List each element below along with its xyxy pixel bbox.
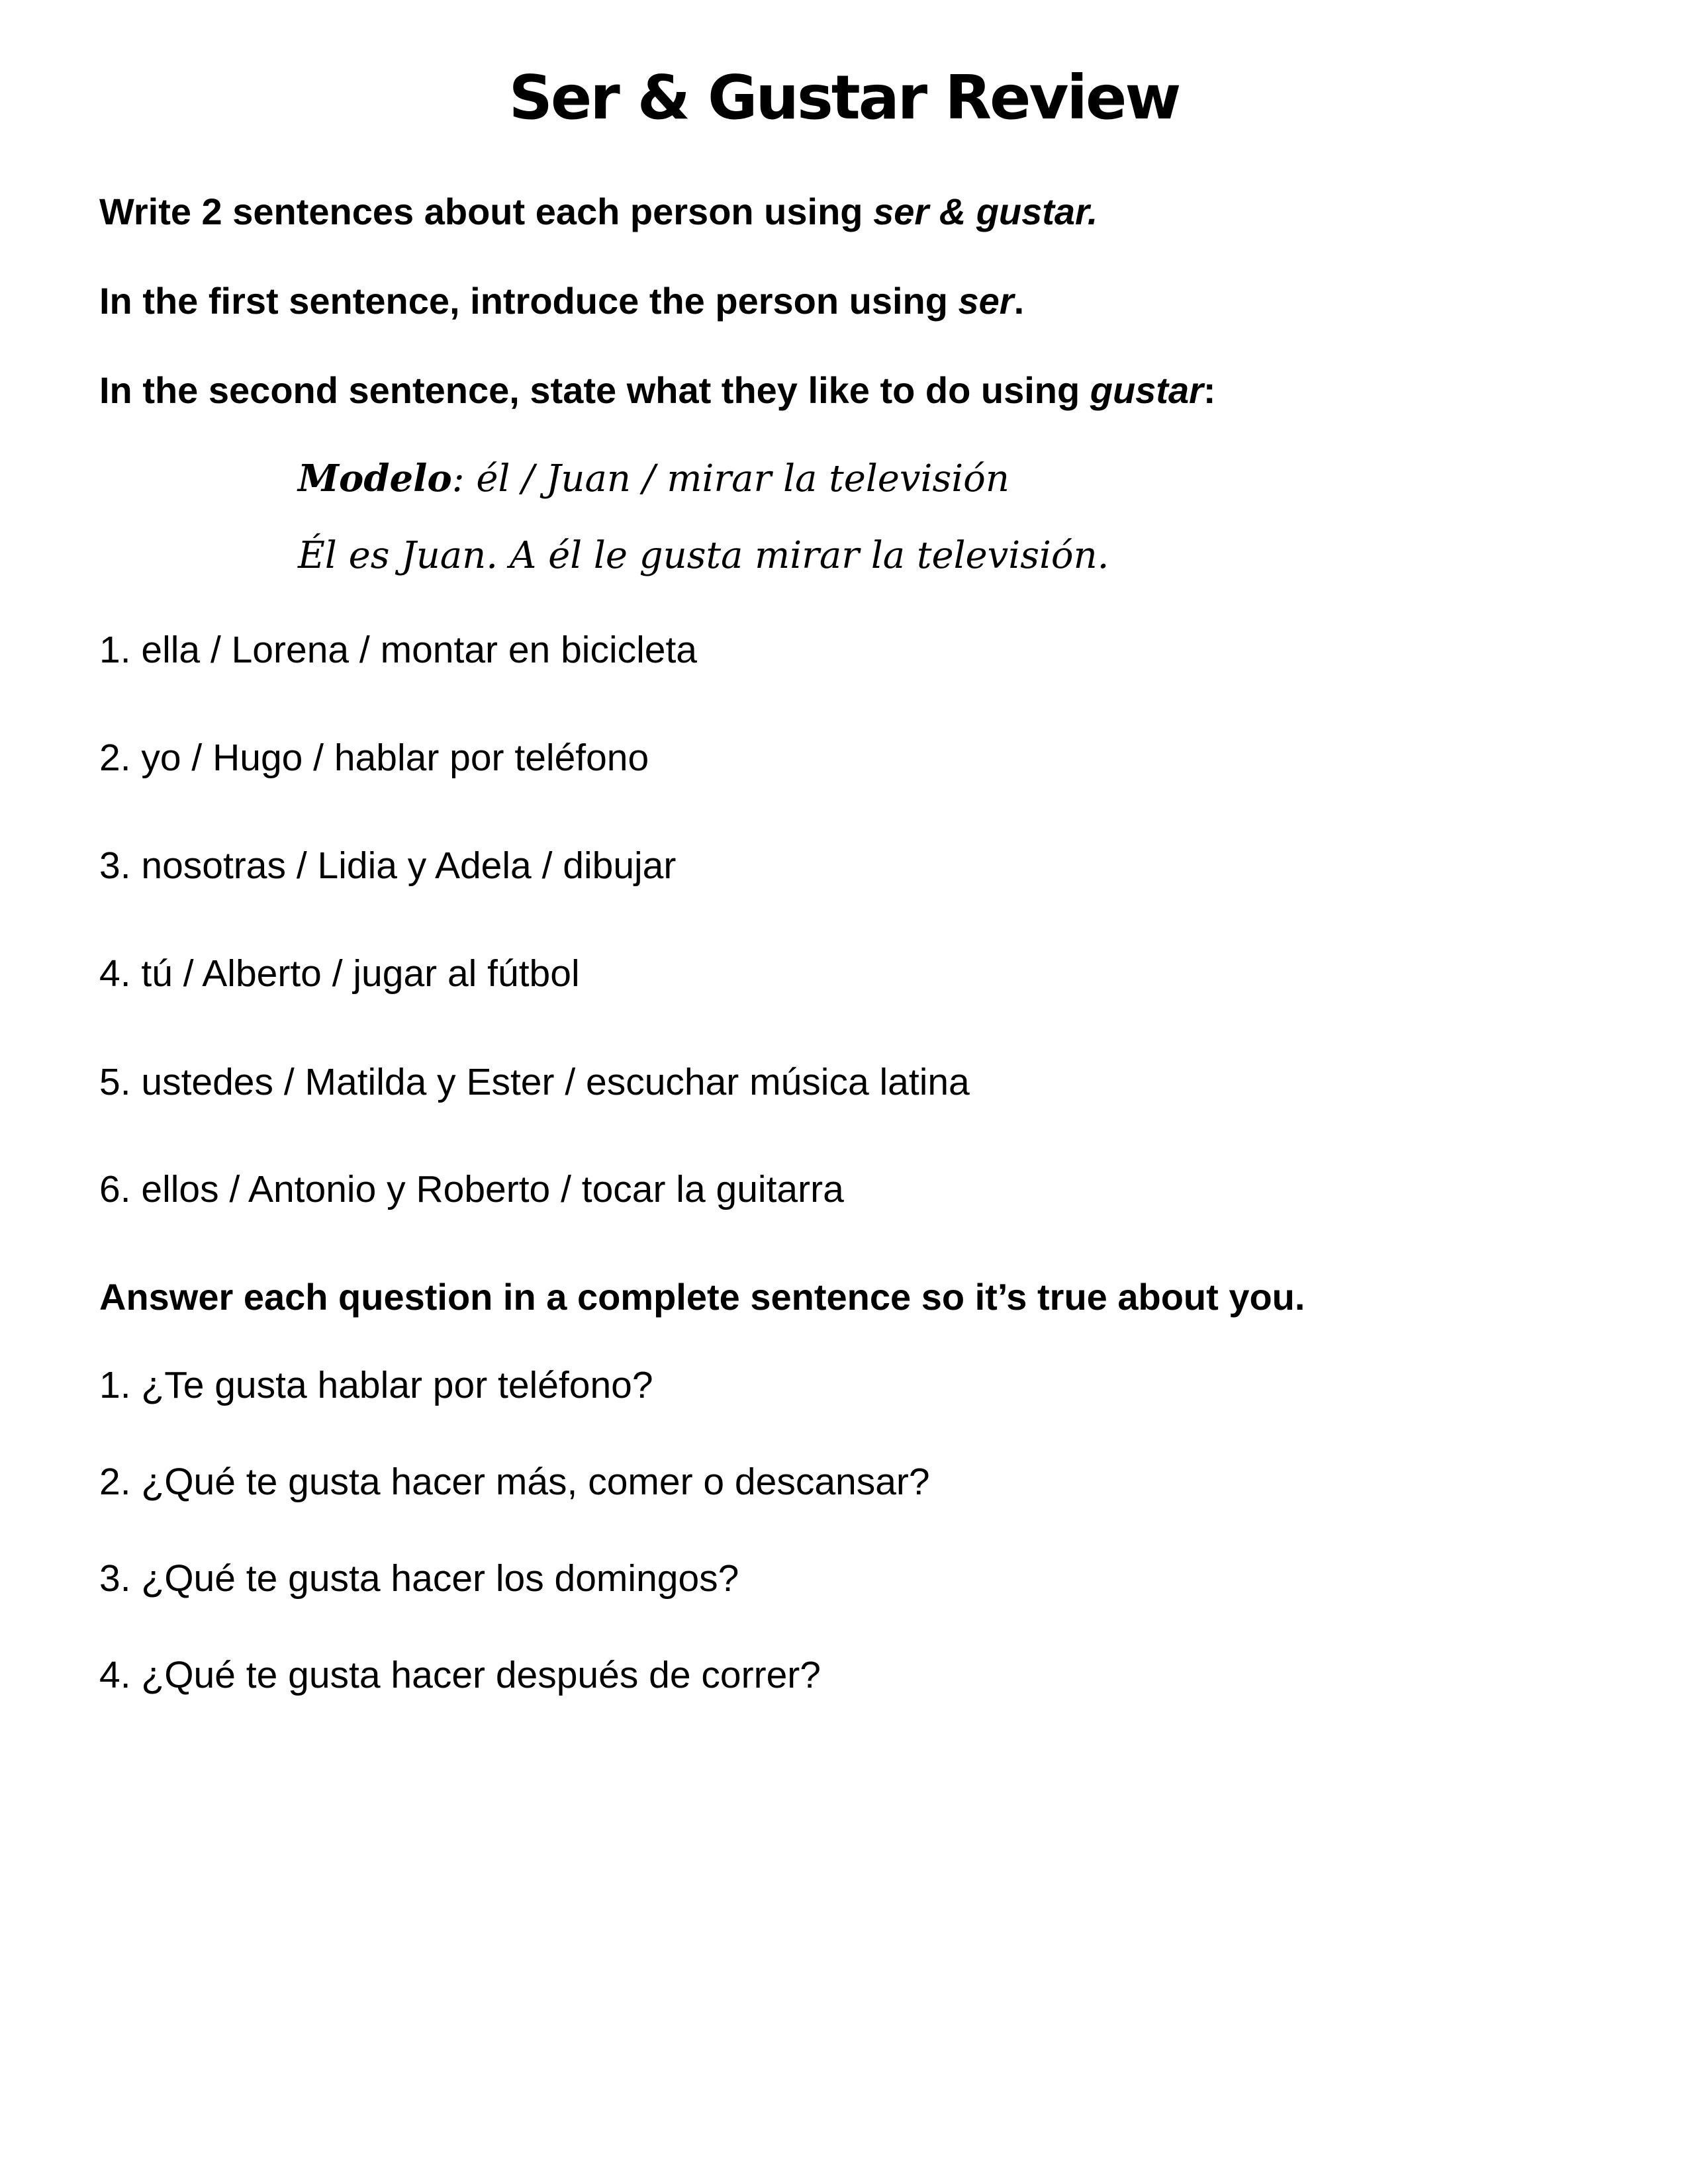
model-answer: Él es Juan. A él le gusta mirar la televisión. (298, 534, 1109, 577)
part1-item-6: 6. ellos / Antonio y Roberto / tocar la guitarra (99, 1168, 844, 1210)
instruction-3-text: In the second sentence, state what they like to do using (99, 369, 1090, 411)
part2-item-2: 2. ¿Qué te gusta hacer más, comer o descansar? (99, 1461, 930, 1503)
part1-item-3: 3. nosotras / Lidia y Adela / dibujar (99, 844, 677, 887)
model-prompt-line (298, 455, 1622, 502)
part1-item-4: 4. tú / Alberto / jugar al fútbol (99, 952, 580, 995)
part2-item-4: 4. ¿Qué te gusta hacer después de correr? (99, 1654, 821, 1696)
part1-item-2: 2. yo / Hugo / hablar por teléfono (99, 737, 649, 779)
instruction-3-emphasis: gustar (1090, 369, 1203, 411)
instruction-line-3 (99, 367, 1622, 414)
instruction-line-2 (99, 278, 1622, 324)
model-prompt: : él / Juan / mirar la televisión (451, 457, 1009, 500)
instruction-2-emphasis: ser (958, 280, 1014, 322)
part2-item-3: 3. ¿Qué te gusta hacer los domingos? (99, 1557, 739, 1600)
part2-heading: Answer each question in a complete sentence so it’s true about you. (99, 1276, 1305, 1318)
part1-item-1: 1. ella / Lorena / montar en bicicleta (99, 629, 698, 671)
instruction-1-text: Write 2 sentences about each person using (99, 191, 874, 232)
instruction-2-suffix: . (1013, 280, 1025, 322)
page-title: Ser & Gustar Review (508, 62, 1180, 133)
part2-item-1: 1. ¿Te gusta hablar por teléfono? (99, 1364, 653, 1406)
instruction-3-suffix: : (1203, 369, 1216, 411)
instruction-line-1 (99, 189, 1622, 235)
instruction-2-text: In the first sentence, introduce the person using (99, 280, 959, 322)
model-label: Modelo (298, 457, 452, 500)
part1-item-5: 5. ustedes / Matilda y Ester / escuchar música latina (99, 1061, 970, 1103)
instruction-1-emphasis: ser & gustar. (873, 191, 1098, 232)
